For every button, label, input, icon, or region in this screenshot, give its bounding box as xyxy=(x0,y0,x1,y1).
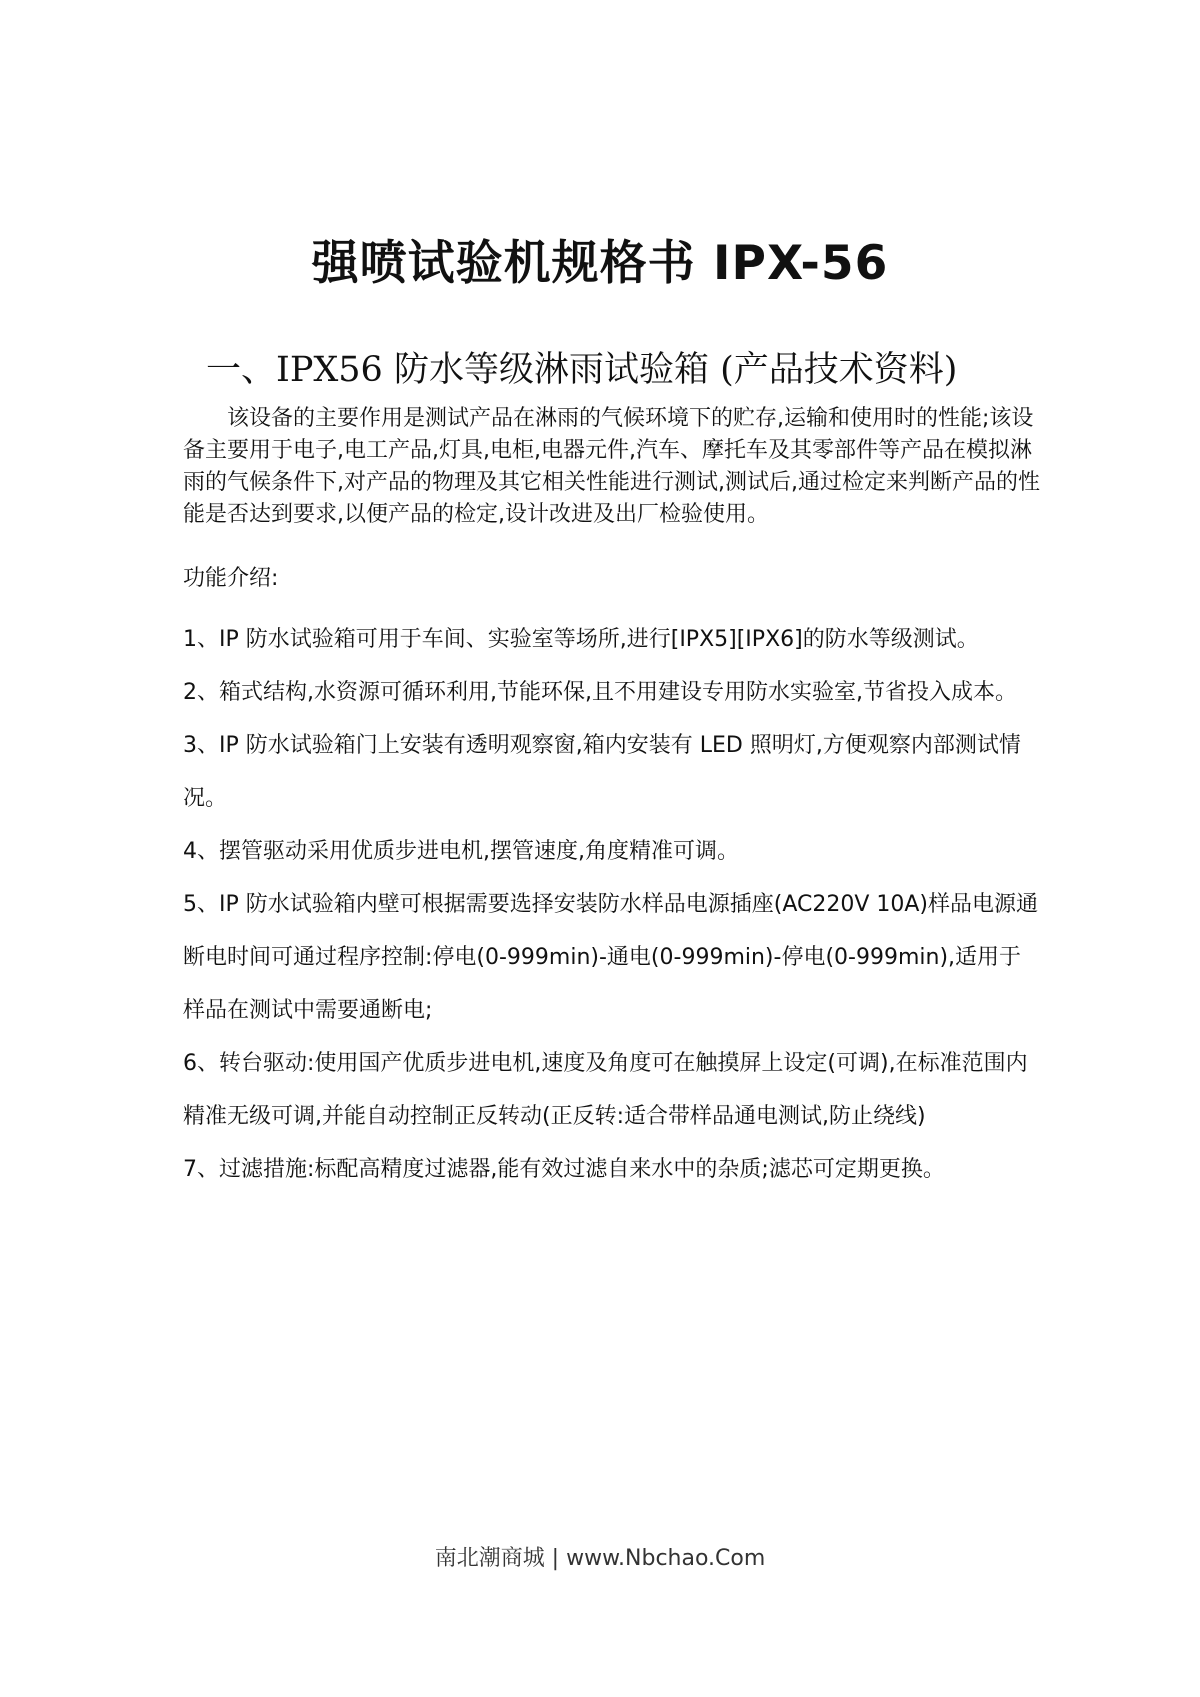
feature-item-4: 4、摆管驱动采用优质步进电机,摆管速度,角度精准可调。 xyxy=(183,839,739,864)
features-label: 功能介绍: xyxy=(183,566,279,591)
feature-list xyxy=(183,613,1043,1196)
feature-item-5: 5、IP 防水试验箱内壁可根据需要选择安装防水样品电源插座(AC220V 10A)样品电源通断电时间可通过程序控制:停电(0-999min)-通电(0-999min)-停电(0-999min),适用于样品在测试中需要通断电; xyxy=(183,892,1039,1023)
feature-item-2: 2、箱式结构,水资源可循环利用,节能环保,且不用建设专用防水实验室,节省投入成本。 xyxy=(183,680,1017,705)
document-title: 强喷试验机规格书 IPX-56 xyxy=(311,236,889,291)
feature-item-6: 6、转台驱动:使用国产优质步进电机,速度及角度可在触摸屏上设定(可调),在标准范围内精准无级可调,并能自动控制正反转动(正反转:适合带样品通电测试,防止绕线) xyxy=(183,1051,1028,1129)
intro-paragraph-block xyxy=(183,403,1043,531)
section-heading: 一、IPX56 防水等级淋雨试验箱 (产品技术资料) xyxy=(206,350,958,390)
feature-item-3: 3、IP 防水试验箱门上安装有透明观察窗,箱内安装有 LED 照明灯,方便观察内部测试情况。 xyxy=(183,733,1021,811)
footer-watermark: 南北潮商城 | www.Nbchao.Com xyxy=(434,1546,766,1571)
feature-item-1: 1、IP 防水试验箱可用于车间、实验室等场所,进行[IPX5][IPX6]的防水等级测试。 xyxy=(183,627,979,652)
intro-paragraph: 该设备的主要作用是测试产品在淋雨的气候环境下的贮存,运输和使用时的性能;该设备主要用于电子,电工产品,灯具,电柜,电器元件,汽车、摩托车及其零部件等产品在模拟淋雨的气候条件下,对产品的物理及其它相关性能进行测试,测试后,通过检定来判断产品的性能是否达到要求,以便产品的检定,设计改进及出厂检验使用。 xyxy=(183,406,1040,527)
feature-item-7: 7、过滤措施:标配高精度过滤器,能有效过滤自来水中的杂质;滤芯可定期更换。 xyxy=(183,1157,945,1182)
